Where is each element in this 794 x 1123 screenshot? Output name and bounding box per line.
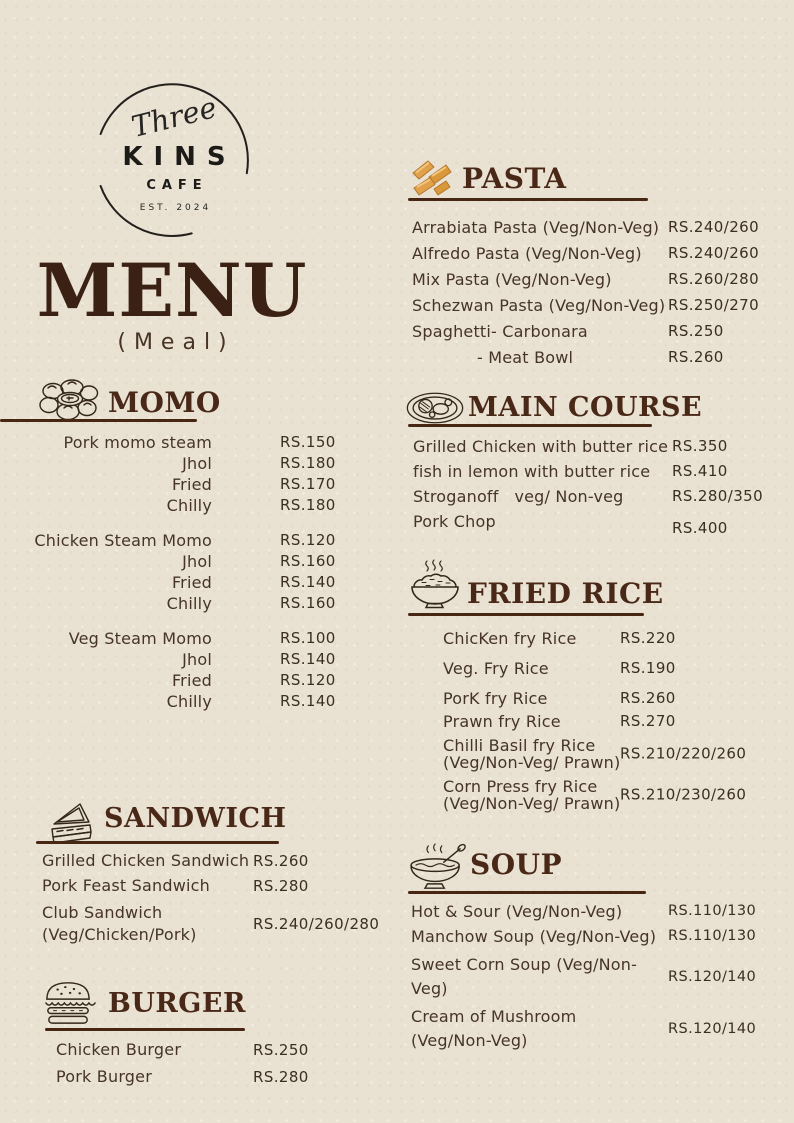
item-price: RS.250 (668, 322, 724, 340)
item-price: RS.410 (672, 462, 728, 480)
item-name: Grilled Chicken Sandwich (42, 851, 250, 870)
logo-cafe-label: CAFE (146, 178, 208, 193)
item-name: Chicken Steam Momo (34, 531, 212, 550)
item-price: RS.260/280 (668, 270, 760, 288)
item-name: Spaghetti- Carbonara (412, 322, 588, 341)
menu-item (443, 690, 753, 707)
item-price: RS.120 (280, 671, 336, 689)
menu-item (413, 512, 758, 537)
item-name: Chicken Burger (56, 1040, 182, 1059)
item-name: Alfredo Pasta (Veg/Non-Veg) (412, 244, 642, 263)
menu-item (0, 691, 348, 712)
menu-item (411, 953, 757, 1001)
item-name: Veg Steam Momo (68, 629, 212, 648)
item-price: RS.240/260 (668, 218, 760, 236)
item-name: Pork Chop (413, 512, 496, 531)
page-subtitle: (Meal) (117, 330, 235, 355)
item-price: RS.240/260 (668, 244, 760, 262)
item-name: Cream of Mushroom (Veg/Non-Veg) (411, 1007, 577, 1050)
pasta-icon (409, 158, 455, 198)
item-price: RS.120 (280, 531, 336, 549)
section-title-sandwich: SANDWICH (104, 803, 287, 834)
item-price: RS.280 (253, 1068, 309, 1086)
item-name: fish in lemon with butter rice (413, 462, 651, 481)
menu-item (42, 852, 372, 870)
menu-item (412, 323, 752, 340)
item-price: RS.250/270 (668, 296, 760, 314)
section-rule-soup (408, 891, 646, 894)
item-name: PorK fry Rice (443, 689, 548, 708)
item-price: RS.140 (280, 650, 336, 668)
momo-icon (38, 378, 102, 422)
item-price: RS.100 (280, 629, 336, 647)
section-rule-pasta (408, 198, 648, 201)
item-price: RS.120/140 (668, 969, 757, 985)
menu-item (0, 495, 348, 516)
item-name: Veg. Fry Rice (443, 659, 549, 678)
item-price: RS.350 (672, 437, 728, 455)
item-price: RS.190 (620, 659, 676, 677)
item-name: Arrabiata Pasta (Veg/Non-Veg) (412, 218, 660, 237)
menu-item (411, 902, 757, 921)
item-price: RS.160 (280, 594, 336, 612)
item-name: Stroganoff veg/ Non-veg (413, 487, 624, 506)
item-price: RS.260 (253, 852, 309, 870)
rice-bowl-icon (408, 558, 462, 614)
section-title-fried-rice: FRIED RICE (467, 577, 664, 610)
menu-item (0, 530, 348, 551)
logo-script-name: Three (128, 90, 220, 144)
menu-item (413, 487, 764, 506)
section-rule-main-course (408, 424, 652, 427)
logo-name: KINS (122, 142, 237, 172)
item-price: RS.280/350 (672, 487, 764, 505)
menu-item (0, 572, 348, 593)
menu-item (0, 453, 348, 474)
item-price: RS.140 (280, 573, 336, 591)
section-title-soup: SOUP (470, 848, 563, 881)
item-name: Fried (171, 671, 212, 690)
item-price: RS.170 (280, 475, 336, 493)
item-name: Mix Pasta (Veg/Non-Veg) (412, 270, 612, 289)
menu-item (443, 630, 753, 647)
item-name: Chilly (166, 692, 212, 711)
item-name: Chilli Basil fry Rice (Veg/Non-Veg/ Prawn) (443, 736, 621, 772)
section-rule-momo (0, 419, 197, 422)
menu-item (0, 474, 348, 495)
section-title-burger: BURGER (108, 988, 246, 1019)
item-name: Chilly (166, 496, 212, 515)
item-price: RS.260 (668, 348, 724, 366)
item-price: RS.120/140 (668, 1021, 757, 1037)
item-name: Pork Feast Sandwich (42, 876, 210, 895)
item-price: RS.260 (620, 689, 676, 707)
menu-item (413, 463, 758, 480)
section-title-momo: MOMO (108, 386, 221, 419)
item-price: RS.270 (620, 712, 676, 730)
item-name: ChicKen fry Rice (443, 629, 577, 648)
menu-item (412, 296, 760, 315)
item-price: RS.110/130 (668, 903, 757, 919)
item-name: Fried (171, 573, 212, 592)
item-name: Schezwan Pasta (Veg/Non-Veg) (412, 296, 666, 315)
plate-icon (404, 388, 466, 428)
item-name: Club Sandwich (Veg/Chicken/Pork) (42, 903, 197, 944)
item-name: Corn Press fry Rice (Veg/Non-Veg/ Prawn) (443, 777, 621, 813)
item-name: Pork Burger (56, 1067, 152, 1086)
menu-item (0, 649, 348, 670)
item-name: Pork momo steam (63, 433, 212, 452)
menu-item (42, 902, 380, 946)
menu-item (443, 660, 753, 677)
section-rule-fried-rice (408, 613, 644, 616)
menu-item (443, 713, 753, 730)
soup-bowl-icon (407, 843, 469, 893)
menu-item (413, 438, 758, 455)
item-name: Manchow Soup (Veg/Non-Veg) (411, 927, 657, 946)
item-price: RS.160 (280, 552, 336, 570)
menu-item (411, 927, 757, 946)
menu-item (412, 244, 760, 263)
menu-item (42, 877, 372, 895)
item-price: RS.280 (253, 877, 309, 895)
section-rule-burger (45, 1028, 245, 1031)
item-price: RS.180 (280, 454, 336, 472)
item-price: RS.150 (280, 433, 336, 451)
menu-item (411, 1005, 757, 1053)
item-price: RS.220 (620, 629, 676, 647)
item-name: Jhol (182, 552, 212, 571)
section-title-main-course: MAIN COURSE (468, 392, 703, 423)
menu-item (0, 670, 348, 691)
menu-item (443, 778, 753, 812)
item-price: RS.250 (253, 1041, 309, 1059)
item-name: Jhol (182, 650, 212, 669)
item-name: - Meat Bowl (477, 348, 574, 367)
menu-item (0, 432, 348, 453)
item-price: RS.210/220/260 (620, 744, 747, 763)
section-title-pasta: PASTA (462, 162, 567, 195)
item-price: RS.180 (280, 496, 336, 514)
menu-item (56, 1068, 356, 1086)
item-name: Grilled Chicken with butter rice (413, 437, 669, 456)
menu-item (443, 737, 753, 771)
item-name: Hot & Sour (Veg/Non-Veg) (411, 902, 623, 921)
menu-item (412, 270, 760, 289)
burger-icon (40, 978, 96, 1026)
item-name: Chilly (166, 594, 212, 613)
menu-item (0, 593, 348, 614)
item-price: RS.400 (672, 519, 728, 537)
item-price: RS.240/260/280 (253, 915, 380, 933)
logo-est-label: EST. 2024 (139, 203, 212, 213)
item-price: RS.140 (280, 692, 336, 710)
item-price: RS.210/230/260 (620, 785, 747, 804)
cafe-logo (92, 76, 256, 248)
item-name: Prawn fry Rice (443, 712, 561, 731)
menu-item (412, 218, 760, 237)
section-rule-sandwich (36, 841, 279, 844)
item-price: RS.110/130 (668, 928, 757, 944)
item-name: Jhol (182, 454, 212, 473)
menu-item (56, 1041, 356, 1059)
item-name: Fried (171, 475, 212, 494)
menu-item (0, 628, 348, 649)
menu-item (412, 349, 752, 366)
item-name: Sweet Corn Soup (Veg/Non- Veg) (411, 955, 638, 998)
menu-item (0, 551, 348, 572)
page-title: MENU (36, 248, 308, 334)
